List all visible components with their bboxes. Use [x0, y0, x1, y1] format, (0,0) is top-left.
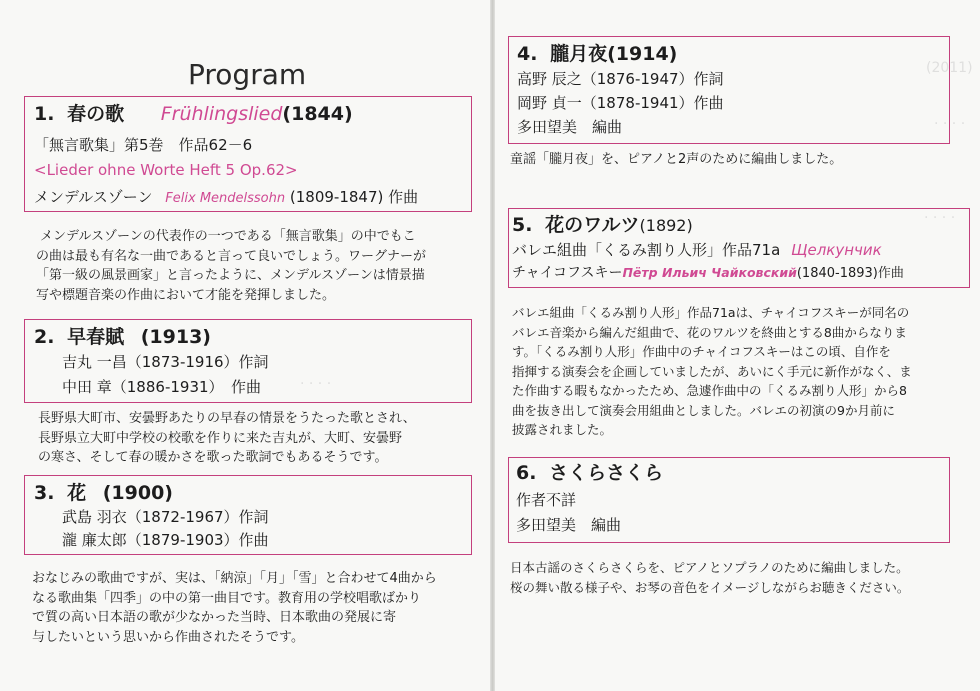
page-title: Program — [188, 58, 307, 91]
item-1-composer-rest: (1809-1847) 作曲 — [289, 188, 419, 206]
item-5-desc-line: バレエ音楽から編んだ組曲で、花のワルツを終曲とする8曲からなりま — [512, 324, 907, 340]
item-4-number: 4. — [517, 43, 538, 65]
item-6-desc-line: 桜の舞い散る様子や、お琴の音色をイメージしながらお聴きください。 — [510, 579, 910, 595]
item-4-credit-1: 高野 辰之（1876-1947）作詞 — [517, 70, 724, 88]
item-3-desc-line: おなじみの歌曲ですが、実は、「納涼」「月」「雪」と合わせて4曲から — [32, 571, 437, 586]
item-4-description — [510, 150, 842, 170]
item-6-heading — [516, 462, 663, 485]
item-6-credit-1: 作者不詳 — [516, 491, 577, 509]
item-1-heading — [34, 103, 353, 126]
item-1-desc-line: メンデルスゾーンの代表作の一つである「無言歌集」の中でもこ — [40, 229, 416, 244]
item-5-desc-line: 曲を抜き出して演奏会用組曲としました。バレエの初演の9か月前に — [512, 402, 895, 418]
item-2-desc-line: 長野県立大町中学校の校歌を作りに来た吉丸が、大町、安曇野 — [38, 430, 403, 446]
item-6-title-jp: さくらさくら — [549, 462, 664, 484]
item-3-desc-line: 与したいという思いから作曲されたそうです。 — [32, 629, 304, 645]
item-3-heading — [34, 482, 173, 505]
item-3-desc-line: で質の高い日本語の歌が少なかった当時、日本歌曲の発展に寄 — [32, 610, 397, 625]
page-fold — [490, 0, 495, 691]
item-4-heading — [517, 43, 677, 66]
item-2-heading — [34, 326, 211, 349]
left-page: . . . . — [0, 0, 492, 691]
item-5-suite: バレエ組曲「くるみ割り人形」作品71a — [512, 241, 781, 259]
item-4-desc-line: 童謡「朧月夜」を、ピアノと2声のために編曲しました。 — [510, 152, 843, 167]
item-3-credit-2: 瀧 廉太郎（1879-1903）作曲 — [62, 531, 269, 549]
item-5-number: 5. — [512, 214, 533, 236]
item-2-number: 2. — [34, 326, 55, 348]
item-1-composer-en: Felix Mendelssohn — [165, 191, 286, 206]
right-page: (2011) . . . . . . . . — [494, 0, 980, 691]
item-1-description — [36, 227, 427, 305]
item-5-desc-line: バレエ組曲「くるみ割り人形」作品71aは、チャイコフスキーが同名の — [512, 305, 910, 320]
item-5-desc-line: 指揮する演奏会を企画していましたが、あいにく手元に新作がなく、ま — [512, 363, 912, 379]
item-3-year: (1900) — [102, 482, 173, 504]
item-1-line2: <Lieder ohne Worte Heft 5 Op.62> — [34, 161, 298, 179]
item-2-desc-line: 長野県大町市、安曇野あたりの早春の情景をうたった歌とされ、 — [38, 411, 416, 426]
item-5-line1 — [512, 241, 882, 259]
item-1-composer — [34, 188, 418, 207]
item-5-composer-ru: Пётр Ильич Чайковский — [622, 265, 797, 280]
item-5-desc-line: 披露されました。 — [512, 422, 613, 437]
item-6-number: 6. — [516, 462, 537, 484]
item-6-description — [510, 558, 909, 597]
item-2-title-jp: 早春賦 — [67, 326, 125, 348]
item-2-credit-2: 中田 章（1886-1931） 作曲 — [62, 378, 262, 396]
item-5-title-ru: Щелкунчик — [791, 241, 882, 259]
item-6-credit-2: 多田望美 編曲 — [516, 516, 622, 534]
item-1-desc-line: 写や標題音楽の作曲において才能を発揮しました。 — [36, 287, 336, 303]
item-5-title-jp: 花のワルツ — [545, 214, 640, 236]
item-5-heading — [512, 214, 693, 237]
item-5-composer-jp: チャイコフスキー — [512, 265, 623, 281]
item-1-desc-line: 「第一級の風景画家」と言ったように、メンデルスゾーンは情景描 — [36, 268, 425, 283]
item-3-credit-1: 武島 羽衣（1872-1967）作詞 — [62, 508, 269, 526]
item-5-desc-line: た作曲する暇もなかったため、急遽作曲中の「くるみ割り人形」から8 — [512, 383, 907, 398]
item-1-title-jp: 春の歌 — [67, 103, 125, 125]
item-5-composer-rest: (1840-1893)作曲 — [796, 266, 904, 281]
item-5-composer — [512, 265, 904, 282]
item-2-year: (1913) — [140, 326, 211, 348]
item-3-title-jp: 花 — [67, 482, 87, 504]
item-2-credit-1: 吉丸 一昌（1873-1916）作詞 — [62, 353, 269, 371]
item-1-composer-jp: メンデルスゾーン — [34, 188, 153, 206]
item-5-year: (1892) — [639, 216, 693, 235]
item-1-line1: 「無言歌集」第5巻 作品62－6 — [34, 136, 253, 154]
item-1-desc-line: の曲は最も有名な一曲であると言って良いでしょう。ワーグナーが — [36, 248, 427, 264]
item-2-description — [38, 409, 416, 468]
item-3-number: 3. — [34, 482, 55, 504]
item-1-title-de: Frühlingslied — [160, 103, 283, 125]
item-5-desc-line: す。「くるみ割り人形」作曲中のチャイコフスキーはこの頃、自作を — [512, 344, 891, 359]
item-5-description — [512, 303, 912, 440]
item-4-year: (1914) — [607, 43, 678, 65]
item-6-desc-line: 日本古謡のさくらさくらを、ピアノとソプラノのために編曲しました。 — [510, 560, 909, 575]
item-4-credit-3: 多田望美 編曲 — [517, 118, 623, 136]
item-4-title-jp: 朧月夜 — [550, 43, 608, 65]
item-3-description — [32, 569, 437, 647]
item-1-year: (1844) — [282, 103, 353, 125]
item-2-desc-line: の寒さ、そして春の暖かさを歌った歌詞でもあるそうです。 — [38, 450, 388, 465]
item-1-number: 1. — [34, 103, 55, 125]
item-4-credit-2: 岡野 貞一（1878-1941）作曲 — [517, 94, 724, 112]
item-3-desc-line: なる歌曲集「四季」の中の第一曲目です。教育用の学校唱歌ばかり — [32, 590, 421, 606]
